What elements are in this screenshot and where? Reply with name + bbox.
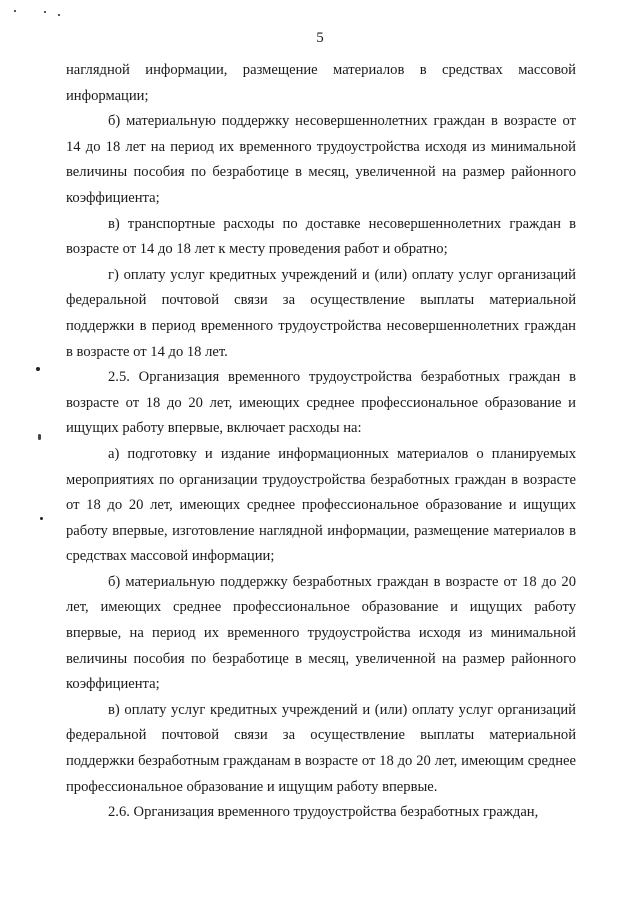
- paragraph-item-g-payment-services: г) оплату услуг кредитных учреждений и (или) оплату услуг организаций федеральной почтовой связи за осуществление выплаты материальной поддержки в период временного трудоустройства несовершеннолетних граждан в возрасте от 14 до 18 лет.: [66, 266, 576, 360]
- scan-speck: [40, 517, 43, 520]
- paragraph-continuation: наглядной информации, размещение материалов в средствах массовой информации;: [66, 62, 576, 104]
- scan-speck: [14, 10, 16, 12]
- paragraph-item-v-payment-services: в) оплату услуг кредитных учреждений и (или) оплату услуг организаций федеральной почтовой связи за осуществление выплаты материальной поддержки безработным гражданам в возрасте от 18 до 20 лет, имеющим среднее профессиональное образование и ищущим работу впервые.: [66, 701, 576, 795]
- paragraph-item-v-transport: в) транспортные расходы по доставке несовершеннолетних граждан в возрасте от 14 до 18 лет к месту проведения работ и обратно;: [66, 215, 576, 258]
- scan-speck: [44, 11, 46, 13]
- document-body: [66, 58, 576, 826]
- scan-speck: [36, 367, 40, 371]
- page-number: 5: [316, 30, 324, 46]
- scan-speck: [38, 434, 41, 440]
- paragraph-item-b-minors: б) материальную поддержку несовершеннолетних граждан в возрасте от 14 до 18 лет на период их временного трудоустройства исходя из минимальной величины пособия по безработице в месяц, увеличенной на размер районного коэффициента;: [66, 113, 576, 206]
- scan-speck: [58, 14, 60, 16]
- paragraph-item-b-support: б) материальную поддержку безработных граждан в возрасте от 18 до 20 лет, имеющих среднее профессиональное образование и ищущих работу впервые, на период их временного трудоустройства исходя из минимальной величины пособия по безработице в месяц, увеличенной на размер районного коэффициента;: [66, 573, 576, 693]
- paragraph-section-2-5: 2.5. Организация временного трудоустройства безработных граждан в возрасте от 18 до 20 лет, имеющих среднее профессиональное образование и ищущих работу впервые, включает расходы на:: [66, 369, 576, 437]
- paragraph-item-a-materials: а) подготовку и издание информационных материалов о планируемых мероприятиях по организации трудоустройства безработных граждан в возрасте от 18 до 20 лет, имеющих среднее профессиональное образование и ищущих работу впервые, изготовление наглядной информации, размещение материалов в средствах массовой информации;: [66, 445, 576, 565]
- paragraph-section-2-6: 2.6. Организация временного трудоустройства безработных граждан,: [108, 804, 539, 821]
